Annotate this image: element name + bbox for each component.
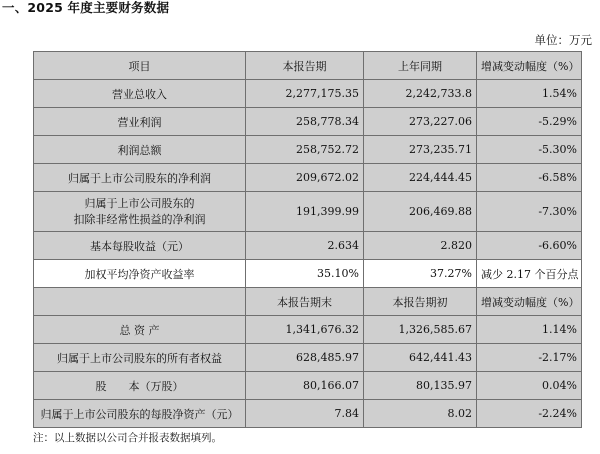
current-value: 80,166.07 [246, 372, 364, 400]
table-row [34, 260, 582, 288]
section-title: 一、2025 年度主要财务数据 [2, 0, 170, 15]
current-value: 35.10% [246, 260, 364, 288]
unit-label: 单位：万元 [534, 33, 592, 47]
header-period-start: 本报告期初 [364, 288, 477, 316]
current-value: 628,485.97 [246, 344, 364, 372]
header-period-end: 本报告期末 [246, 288, 364, 316]
current-value: 2,277,175.35 [246, 80, 364, 108]
change-value: -6.58% [477, 164, 582, 192]
table-row [34, 372, 582, 400]
footnote: 注：以上数据以公司合并报表数据填列。 [33, 432, 222, 444]
header-item: 项目 [34, 52, 246, 80]
row-label: 总 资 产 [34, 316, 246, 344]
row-label-line-1: 归属于上市公司股东的 [84, 196, 195, 210]
change-value: 1.54% [477, 80, 582, 108]
previous-value: 1,326,585.67 [364, 316, 477, 344]
row-label: 加权平均净资产收益率 [34, 260, 246, 288]
previous-value: 80,135.97 [364, 372, 477, 400]
previous-value: 2.820 [364, 232, 477, 260]
change-value: -6.60% [477, 232, 582, 260]
row-label: 营业总收入 [34, 80, 246, 108]
header-change-pct: 增减变动幅度（%） [477, 288, 582, 316]
previous-value: 206,469.88 [364, 192, 477, 232]
change-value: -7.30% [477, 192, 582, 232]
current-value: 7.84 [246, 400, 364, 428]
table-row [34, 108, 582, 136]
table-row [34, 400, 582, 428]
previous-value: 642,441.43 [364, 344, 477, 372]
current-value: 258,752.72 [246, 136, 364, 164]
subheader-empty [34, 288, 246, 316]
change-value: 1.14% [477, 316, 582, 344]
current-value: 258,778.34 [246, 108, 364, 136]
row-label: 归属于上市公司股东的所有者权益 [34, 344, 246, 372]
row-label: 归属于上市公司股东的净利润 [34, 164, 246, 192]
row-label: 营业利润 [34, 108, 246, 136]
header-prior-period: 上年同期 [364, 52, 477, 80]
row-label: 归属于上市公司股东的每股净资产（元） [34, 400, 246, 428]
change-value: -5.29% [477, 108, 582, 136]
table-subheader-row [34, 288, 582, 316]
row-label-line-2: 扣除非经常性损益的净利润 [73, 212, 206, 226]
change-value: -5.30% [477, 136, 582, 164]
previous-value: 273,227.06 [364, 108, 477, 136]
table-row [34, 192, 582, 232]
table-row [34, 232, 582, 260]
table-row [34, 344, 582, 372]
row-label [34, 192, 246, 232]
table-row [34, 164, 582, 192]
table-row [34, 136, 582, 164]
current-value: 2.634 [246, 232, 364, 260]
change-value: 0.04% [477, 372, 582, 400]
previous-value: 8.02 [364, 400, 477, 428]
previous-value: 2,242,733.8 [364, 80, 477, 108]
header-current-period: 本报告期 [246, 52, 364, 80]
table-row [34, 316, 582, 344]
change-value: 减少 2.17 个百分点 [477, 260, 582, 288]
row-label: 利润总额 [34, 136, 246, 164]
previous-value: 37.27% [364, 260, 477, 288]
table-row [34, 80, 582, 108]
current-value: 209,672.02 [246, 164, 364, 192]
header-change-pct: 增减变动幅度（%） [477, 52, 582, 80]
row-label: 股 本（万股） [34, 372, 246, 400]
current-value: 1,341,676.32 [246, 316, 364, 344]
row-label: 基本每股收益（元） [34, 232, 246, 260]
table-header-row [34, 52, 582, 80]
current-value: 191,399.99 [246, 192, 364, 232]
change-value: -2.24% [477, 400, 582, 428]
previous-value: 273,235.71 [364, 136, 477, 164]
financial-data-table [33, 51, 582, 428]
change-value: -2.17% [477, 344, 582, 372]
previous-value: 224,444.45 [364, 164, 477, 192]
